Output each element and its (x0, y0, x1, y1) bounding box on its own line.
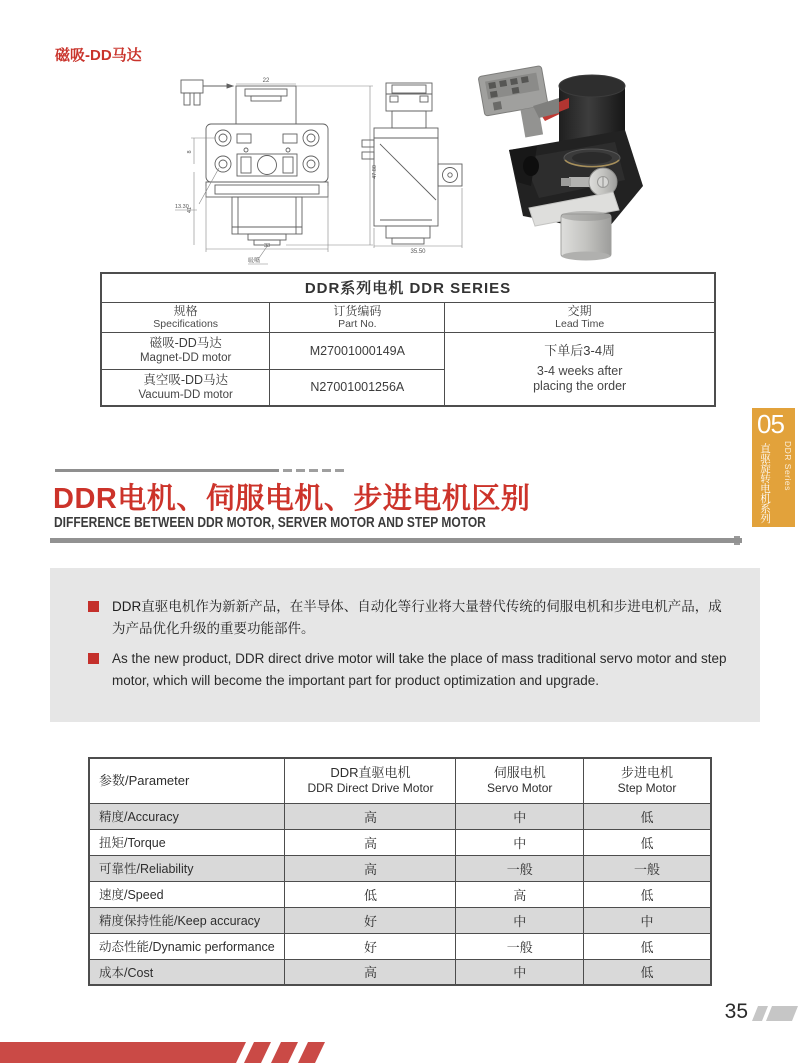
step-value-cell: 一般 (583, 855, 711, 881)
comparison-table (88, 757, 712, 986)
table-row (89, 933, 711, 959)
ddr-value-cell: 高 (285, 959, 456, 985)
chapter-number: 05 (757, 409, 784, 439)
title-rule-dashes (283, 469, 344, 472)
parameter-cell: 速度/Speed (89, 881, 285, 907)
ddr-value-cell: 低 (285, 881, 456, 907)
col-header-lead-time: 交期 Lead Time (445, 302, 715, 332)
ddr-value-cell: 好 (285, 907, 456, 933)
col-header-step-motor: 步进电机 Step Motor (583, 758, 711, 803)
intro-text-en: As the new product, DDR direct drive motor will take the place of mass traditional servo motor and step motor, which will become the important part for product optimization and upgrade. (112, 651, 727, 688)
series-table-title: DDR系列电机 DDR SERIES (101, 273, 715, 302)
table-row (89, 881, 711, 907)
step-value-cell: 低 (583, 829, 711, 855)
col-header-servo-motor: 伺服电机 Servo Motor (456, 758, 584, 803)
parameter-cell: 可靠性/Reliability (89, 855, 285, 881)
spec-cell: 真空吸-DD马达 Vacuum-DD motor (101, 369, 270, 406)
bottom-cylinder (561, 211, 611, 261)
dim-pitch: 8 (187, 150, 193, 154)
step-value-cell: 低 (583, 959, 711, 985)
table-row (89, 803, 711, 829)
comparison-header-row (89, 758, 711, 803)
page-number-slashes (750, 1005, 800, 1023)
table-row (101, 332, 715, 369)
page-corner-label: 磁吸-DD马达 (55, 47, 142, 64)
ddr-value-cell: 高 (285, 855, 456, 881)
dim-bottom-width: 33 (263, 243, 271, 249)
servo-value-cell: 中 (456, 907, 584, 933)
bullet-square-icon (88, 653, 99, 664)
side-view-drawing (346, 80, 471, 255)
parameter-cell: 精度/Accuracy (89, 803, 285, 829)
step-value-cell: 中 (583, 907, 711, 933)
table-row (89, 855, 711, 881)
col-header-ddr-motor: DDR直驱电机 DDR Direct Drive Motor (285, 758, 456, 803)
dim-hole: 13.30 (175, 204, 189, 210)
title-rule (55, 469, 279, 472)
servo-value-cell: 中 (456, 829, 584, 855)
table-row (89, 959, 711, 985)
dim-body-height: 41 (187, 206, 193, 214)
ddr-value-cell: 高 (285, 829, 456, 855)
parameter-cell: 精度保持性能/Keep accuracy (89, 907, 285, 933)
table-row (89, 829, 711, 855)
col-header-parameter: 参数/Parameter (89, 758, 285, 803)
intro-panel (50, 568, 760, 722)
step-value-cell: 低 (583, 881, 711, 907)
parameter-cell: 成本/Cost (89, 959, 285, 985)
series-table (100, 272, 716, 407)
ddr-value-cell: 好 (285, 933, 456, 959)
lead-time-cell: 下单后3-4周 3-4 weeks after placing the order (445, 332, 715, 406)
chapter-series-en: DDR Series (783, 441, 793, 491)
dim-total-height: 47.80 (372, 165, 378, 179)
servo-value-cell: 高 (456, 881, 584, 907)
table-row (89, 907, 711, 933)
col-header-spec: 规格 Specifications (101, 302, 270, 332)
servo-value-cell: 一般 (456, 933, 584, 959)
col-header-part-no: 订货编码 Part No. (270, 302, 445, 332)
chapter-side-tab (752, 408, 795, 527)
parameter-cell: 扭矩/Torque (89, 829, 285, 855)
spec-cell: 磁吸-DD马达 Magnet-DD motor (101, 332, 270, 369)
dim-top-width: 22 (262, 78, 270, 84)
footer-banner (0, 1040, 800, 1063)
part-no-cell: M27001000149A (270, 332, 445, 369)
servo-value-cell: 一般 (456, 855, 584, 881)
section-divider (50, 538, 742, 543)
page-number: 35 (724, 1000, 748, 1023)
part-no-cell: N27001001256A (270, 369, 445, 406)
intro-text-zh: DDR直驱电机作为新新产品，在半导体、自动化等行业将大量替代传统的伺服电机和步进电机产品，成为产品优化升级的重要功能部件。 (112, 599, 722, 636)
step-value-cell: 低 (583, 933, 711, 959)
servo-value-cell: 中 (456, 959, 584, 985)
bullet-square-icon (88, 601, 99, 612)
servo-value-cell: 中 (456, 803, 584, 829)
ddr-value-cell: 高 (285, 803, 456, 829)
chapter-series-zh: 直驱旋转电机系列 (759, 443, 771, 523)
section-title: DDR电机、伺服电机、步进电机区别 (53, 483, 531, 515)
parameter-cell: 动态性能/Dynamic performance (89, 933, 285, 959)
nozzle-label: 吸嘴 (248, 258, 261, 265)
step-value-cell: 低 (583, 803, 711, 829)
dim-side-width: 35.50 (410, 249, 426, 255)
section-subtitle: DIFFERENCE BETWEEN DDR MOTOR, SERVER MOTOR AND STEP MOTOR (54, 514, 486, 531)
product-photo (473, 58, 653, 263)
